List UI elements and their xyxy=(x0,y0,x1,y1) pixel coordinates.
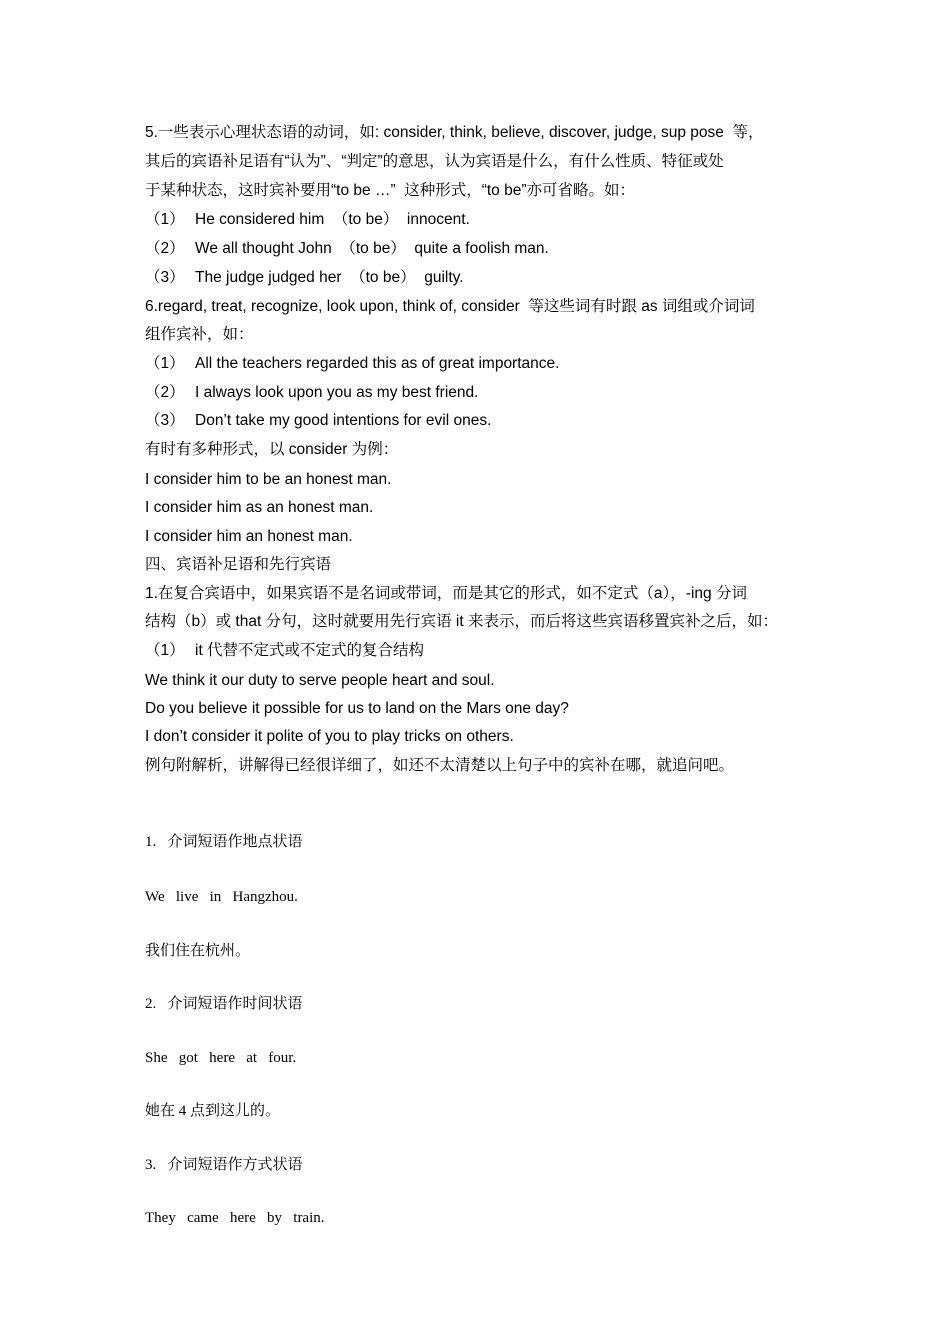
list-item xyxy=(145,239,549,259)
list-item xyxy=(145,411,491,431)
list-number: （2） xyxy=(145,384,185,401)
adverbial-example: She got here at four. xyxy=(145,1050,297,1066)
it-example: We think it our duty to serve people heart and soul. xyxy=(145,672,495,689)
paragraph-6-line-1: 6.regard, treat, recognize, look upon, think of, consider 等这些词有时跟 as 词组或介词词 xyxy=(145,298,755,315)
form-example: I consider him to be an honest man. xyxy=(145,471,392,488)
adverbial-example: They came here by train. xyxy=(145,1210,325,1226)
list-item xyxy=(145,641,424,661)
paragraph-5-line-3: 于某种状态，这时宾补要用“to be …” 这种形式，“to be”亦可省略。如： xyxy=(145,182,636,199)
section-heading-4: 四、宾语补足语和先行宾语 xyxy=(145,556,332,573)
list-number: （1） xyxy=(145,642,185,659)
adverbial-example: We live in Hangzhou. xyxy=(145,889,298,905)
list-text: The judge judged her （to be） guilty. xyxy=(195,269,464,286)
list-text: I always look upon you as my best friend. xyxy=(195,384,479,401)
list-number: （2） xyxy=(145,240,185,257)
paragraph-6-line-2: 组作宾补，如： xyxy=(145,326,254,343)
list-text: Don’t take my good intentions for evil ones. xyxy=(195,412,492,429)
adverbial-heading: 2. 介词短语作时间状语 xyxy=(145,996,303,1012)
list-number: （1） xyxy=(145,355,185,372)
form-example: I consider him as an honest man. xyxy=(145,499,374,516)
list-number: （1） xyxy=(145,211,185,228)
it-example: I don’t consider it polite of you to play tricks on others. xyxy=(145,728,514,745)
paragraph-5-line-1: 5.一些表示心理状态语的动词，如: consider, think, believe, discover, judge, sup pose 等， xyxy=(145,124,764,141)
paragraph-1-line-1: 1.在复合宾语中，如果宾语不是名词或带词，而是其它的形式，如不定式（a），-ing 分词 xyxy=(145,585,747,602)
list-number: （3） xyxy=(145,412,185,429)
forms-intro: 有时有多种形式，以 consider 为例： xyxy=(145,441,399,458)
adverbial-translation: 她在 4 点到这儿的。 xyxy=(145,1103,281,1119)
it-example: Do you believe it possible for us to land on the Mars one day? xyxy=(145,700,569,717)
list-text: All the teachers regarded this as of great importance. xyxy=(195,355,560,372)
list-item xyxy=(145,354,559,374)
list-item xyxy=(145,210,470,230)
list-text: it 代替不定式或不定式的复合结构 xyxy=(195,642,425,659)
adverbial-heading: 1. 介词短语作地点状语 xyxy=(145,834,303,850)
paragraph-5-line-2: 其后的宾语补足语有“认为”、“判定”的意思，认为宾语是什么，有什么性质、特征或处 xyxy=(145,153,724,170)
paragraph-1-line-2: 结构（b）或 that 分句，这时就要用先行宾语 it 来表示，而后将这些宾语移置宾补之后，如： xyxy=(145,613,778,630)
list-item xyxy=(145,383,478,403)
form-example: I consider him an honest man. xyxy=(145,528,353,545)
list-item xyxy=(145,268,464,288)
list-text: He considered him （to be） innocent. xyxy=(195,211,470,228)
adverbial-translation: 我们住在杭州。 xyxy=(145,943,251,959)
closing-note: 例句附解析，讲解得已经很详细了，如还不太清楚以上句子中的宾补在哪，就追问吧。 xyxy=(145,757,735,774)
list-text: We all thought John （to be） quite a foolish man. xyxy=(195,240,549,257)
list-number: （3） xyxy=(145,269,185,286)
adverbial-heading: 3. 介词短语作方式状语 xyxy=(145,1157,303,1173)
